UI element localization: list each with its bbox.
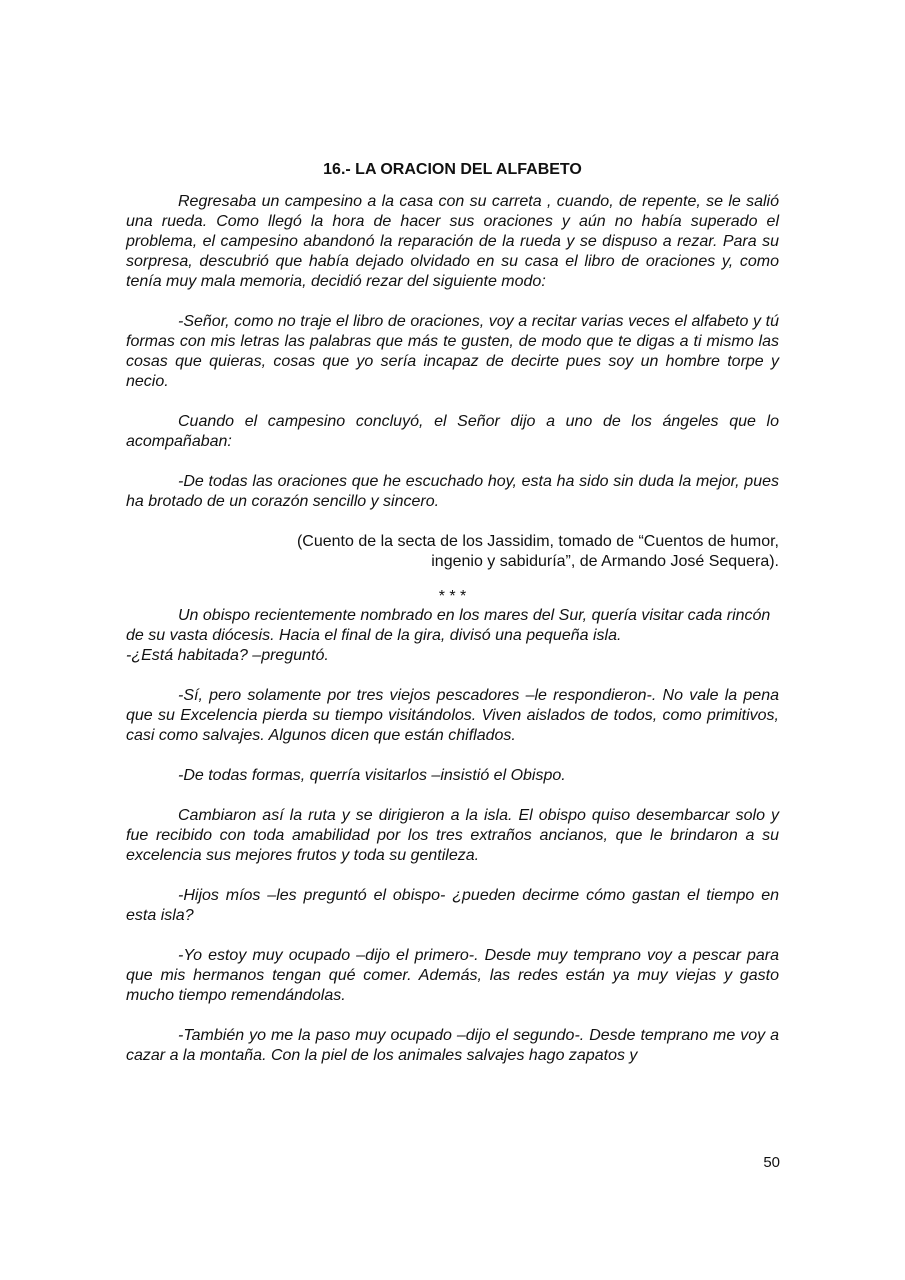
paragraph: -¿Está habitada? –preguntó.	[126, 647, 329, 664]
document-page	[126, 158, 779, 1086]
page-title: 16.- LA ORACION DEL ALFABETO	[323, 161, 582, 178]
section-separator: * * *	[438, 588, 467, 605]
paragraph: Cambiaron así la ruta y se dirigieron a la isla. El obispo quiso desembarcar solo y fue recibido con toda amabilidad por los tres extraños ancianos, que le brindaron a su excelencia sus mejores frutos y toda su gentileza.	[126, 807, 779, 864]
citation	[126, 532, 779, 572]
paragraph: Cuando el campesino concluyó, el Señor dijo a uno de los ángeles que lo acompañaban:	[126, 413, 779, 450]
paragraph: -De todas las oraciones que he escuchado hoy, esta ha sido sin duda la mejor, pues ha brotado de un corazón sencillo y sincero.	[126, 473, 779, 510]
paragraph: -Señor, como no traje el libro de oraciones, voy a recitar varias veces el alfabeto y tú formas con mis letras las palabras que más te gusten, de modo que te digas a ti mismo las cosas que quieras, cosas que yo sería incapaz de decirte pues soy un hombre torpe y necio.	[126, 313, 779, 390]
paragraph: -Yo estoy muy ocupado –dijo el primero-. Desde muy temprano voy a pescar para que mis hermanos tengan qué comer. Además, las redes están ya muy viejas y gasto mucho tiempo remendándolas.	[126, 947, 779, 1004]
citation-line: ingenio y sabiduría”, de Armando José Sequera).	[431, 553, 779, 570]
paragraph: -Sí, pero solamente por tres viejos pescadores –le respondieron-. No vale la pena que su Excelencia pierda su tiempo visitándolos. Viven aislados de todos, como primitivos, casi como salvajes. Algunos dicen que están chiflados.	[126, 687, 779, 744]
paragraph: -Hijos míos –les preguntó el obispo- ¿pueden decirme cómo gastan el tiempo en esta isla?	[126, 887, 779, 924]
page-number: 50	[763, 1154, 780, 1171]
paragraph: Un obispo recientemente nombrado en los mares del Sur, quería visitar cada rincón de su vasta diócesis. Hacia el final de la gira, divisó una pequeña isla.	[126, 607, 771, 644]
paragraph: -También yo me la paso muy ocupado –dijo el segundo-. Desde temprano me voy a cazar a la montaña. Con la piel de los animales salvajes hago zapatos y	[126, 1027, 779, 1064]
paragraph: Regresaba un campesino a la casa con su carreta , cuando, de repente, se le salió una rueda. Como llegó la hora de hacer sus oraciones y aún no había superado el problema, el campesino abandonó la reparación de la rueda y se dispuso a rezar. Para su sorpresa, descubrió que había dejado olvidado en su casa el libro de oraciones y, como tenía muy mala memoria, decidió rezar del siguiente modo:	[126, 193, 779, 290]
citation-line: (Cuento de la secta de los Jassidim, tomado de “Cuentos de humor,	[296, 533, 779, 550]
paragraph: -De todas formas, querría visitarlos –insistió el Obispo.	[178, 767, 566, 784]
